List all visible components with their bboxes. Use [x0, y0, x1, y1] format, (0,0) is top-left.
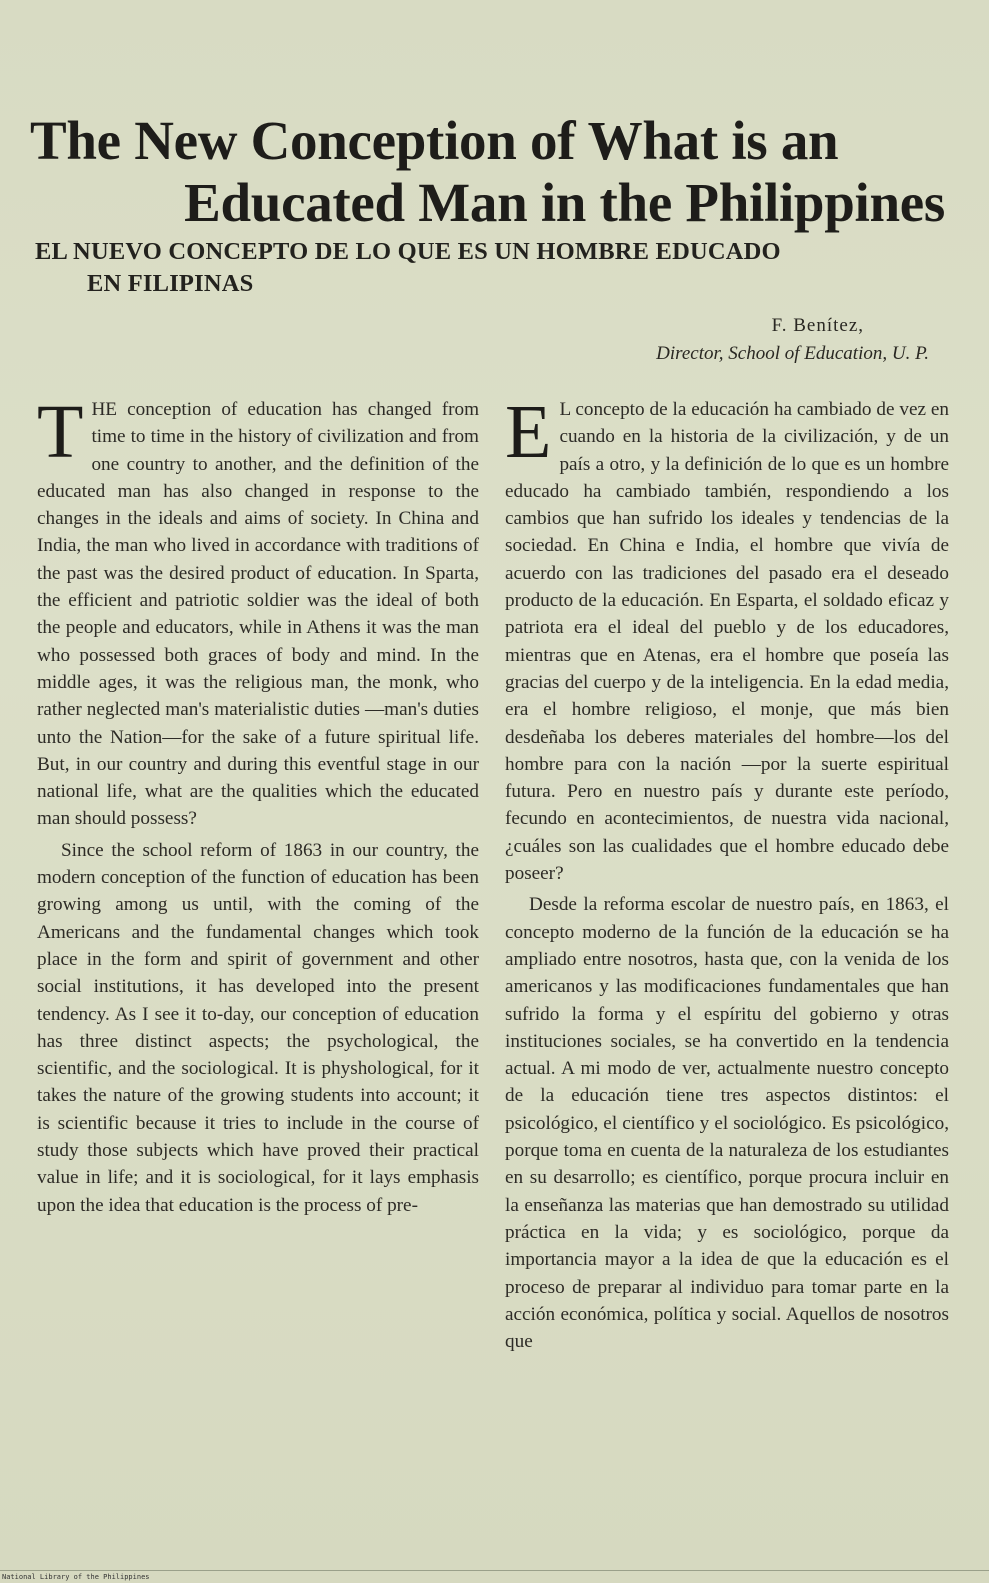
- english-paragraph-2: Since the school reform of 1863 in our country, the modern conception of the function of education has been growing among us until, with the coming of the Americans and the fundamental changes which took place in the form and spirit of government and other social institutions, it has developed into the present tendency. As I see it to-day, our conception of education has three distinct aspects; the psychological, the scientific, and the sociological. It is physhological, for it takes the nature of the growing students into account; it is scientific because it tries to include in the course of study those subjects which have proved their practical value in life; and it is sociological, for it lays emphasis upon the idea that education is the process of pre-: [37, 839, 479, 1216]
- library-footer: National Library of the Philippines: [2, 1573, 150, 1581]
- title-line-2: Educated Man in the Philippines: [184, 172, 945, 233]
- subtitle-line-1: EL NUEVO CONCEPTO DE LO QUE ES UN HOMBRE EDUCADO: [35, 238, 781, 265]
- author-byline: [656, 312, 929, 368]
- spanish-paragraph-2: Desde la reforma escolar de nuestro país, en 1863, el concepto moderno de la función de la educación se ha ampliado entre nosotros, hasta que, con la venida de los americanos y las modificaciones fundamentales que han sufrido la forma y el espíritu del gobierno y otras instituciones sociales, se ha convertido en la tendencia actual. A mi modo de ver, actualmente nuestro concepto de la educación tiene tres aspectos distintos: el psicológico, el científico y el sociológico. Es psicológico, porque toma en cuenta de la naturaleza de los estudiantes en su desarrollo; es científico, porque procura incluir en la enseñanza las materias que han demostrado su utilidad práctica en la vida; y es sociológico, porque da importancia mayor a la idea de que la educación es el proceso de preparar al individuo para tomar parte en la acción económica, política y social. Aquellos de nosotros que: [505, 894, 949, 1353]
- article-subtitle: [35, 236, 955, 300]
- english-paragraph-1: [37, 390, 479, 833]
- english-drop-cap: T: [37, 390, 84, 474]
- footer-divider: [0, 1570, 989, 1571]
- article-title: [30, 110, 960, 234]
- title-line-1: The New Conception of What is an: [30, 110, 839, 171]
- spanish-drop-cap: E: [505, 390, 552, 474]
- english-column: [37, 390, 479, 1219]
- spanish-paragraph-1-text: L concepto de la educación ha cambiado de vez en cuando en la historia de la civilización, y de un país a otro, y la definición de lo que es un hombre educado ha cambiado también, respondiendo a los cambios que han sufrido los ideales y tendencias de la sociedad. En China e India, el hombre que vivía de acuerdo con las tradiciones del pasado era el deseado producto de la educación. En Esparta, el soldado eficaz y patriota era el ideal del pueblo y de los educadores, mientras que en Atenas, era el hombre que poseía las gracias del cuerpo y de la inteligencia. En la edad media, era el hombre religioso, el monje, que más bien desdeñaba los deberes materiales del hombre—los del hombre para con la nación —por la suerte espiritual futura. Pero en nuestro país y durante este período, fecundo en acontecimientos, de nuestra vida nacional, ¿cuáles son las cualidades que el hombre educado debe poseer?: [505, 399, 949, 885]
- spanish-paragraph-1: [505, 390, 949, 887]
- subtitle-line-2: EN FILIPINAS: [87, 270, 254, 297]
- english-paragraph-1-text: HE conception of education has changed from time to time in the history of civilization and from one country to another, and the definition of the educated man has also changed in response to the changes in the ideals and aims of society. In China and India, the man who lived in accordance with traditions of the past was the desired product of education. In Sparta, the efficient and patriotic soldier was the ideal of both the people and educators, while in Athens it was the man who possessed both graces of body and mind. In the middle ages, it was the religious man, the monk, who rather neglected man's materialistic duties —man's duties unto the Nation—for the sake of a future spiritual life. But, in our country and during this eventful stage in our national life, what are the qualities which the educated man should possess?: [37, 399, 479, 830]
- author-role: Director, School of Education, U. P.: [656, 343, 929, 364]
- spanish-column: [505, 390, 949, 1355]
- author-name: F. Benítez,: [771, 315, 864, 336]
